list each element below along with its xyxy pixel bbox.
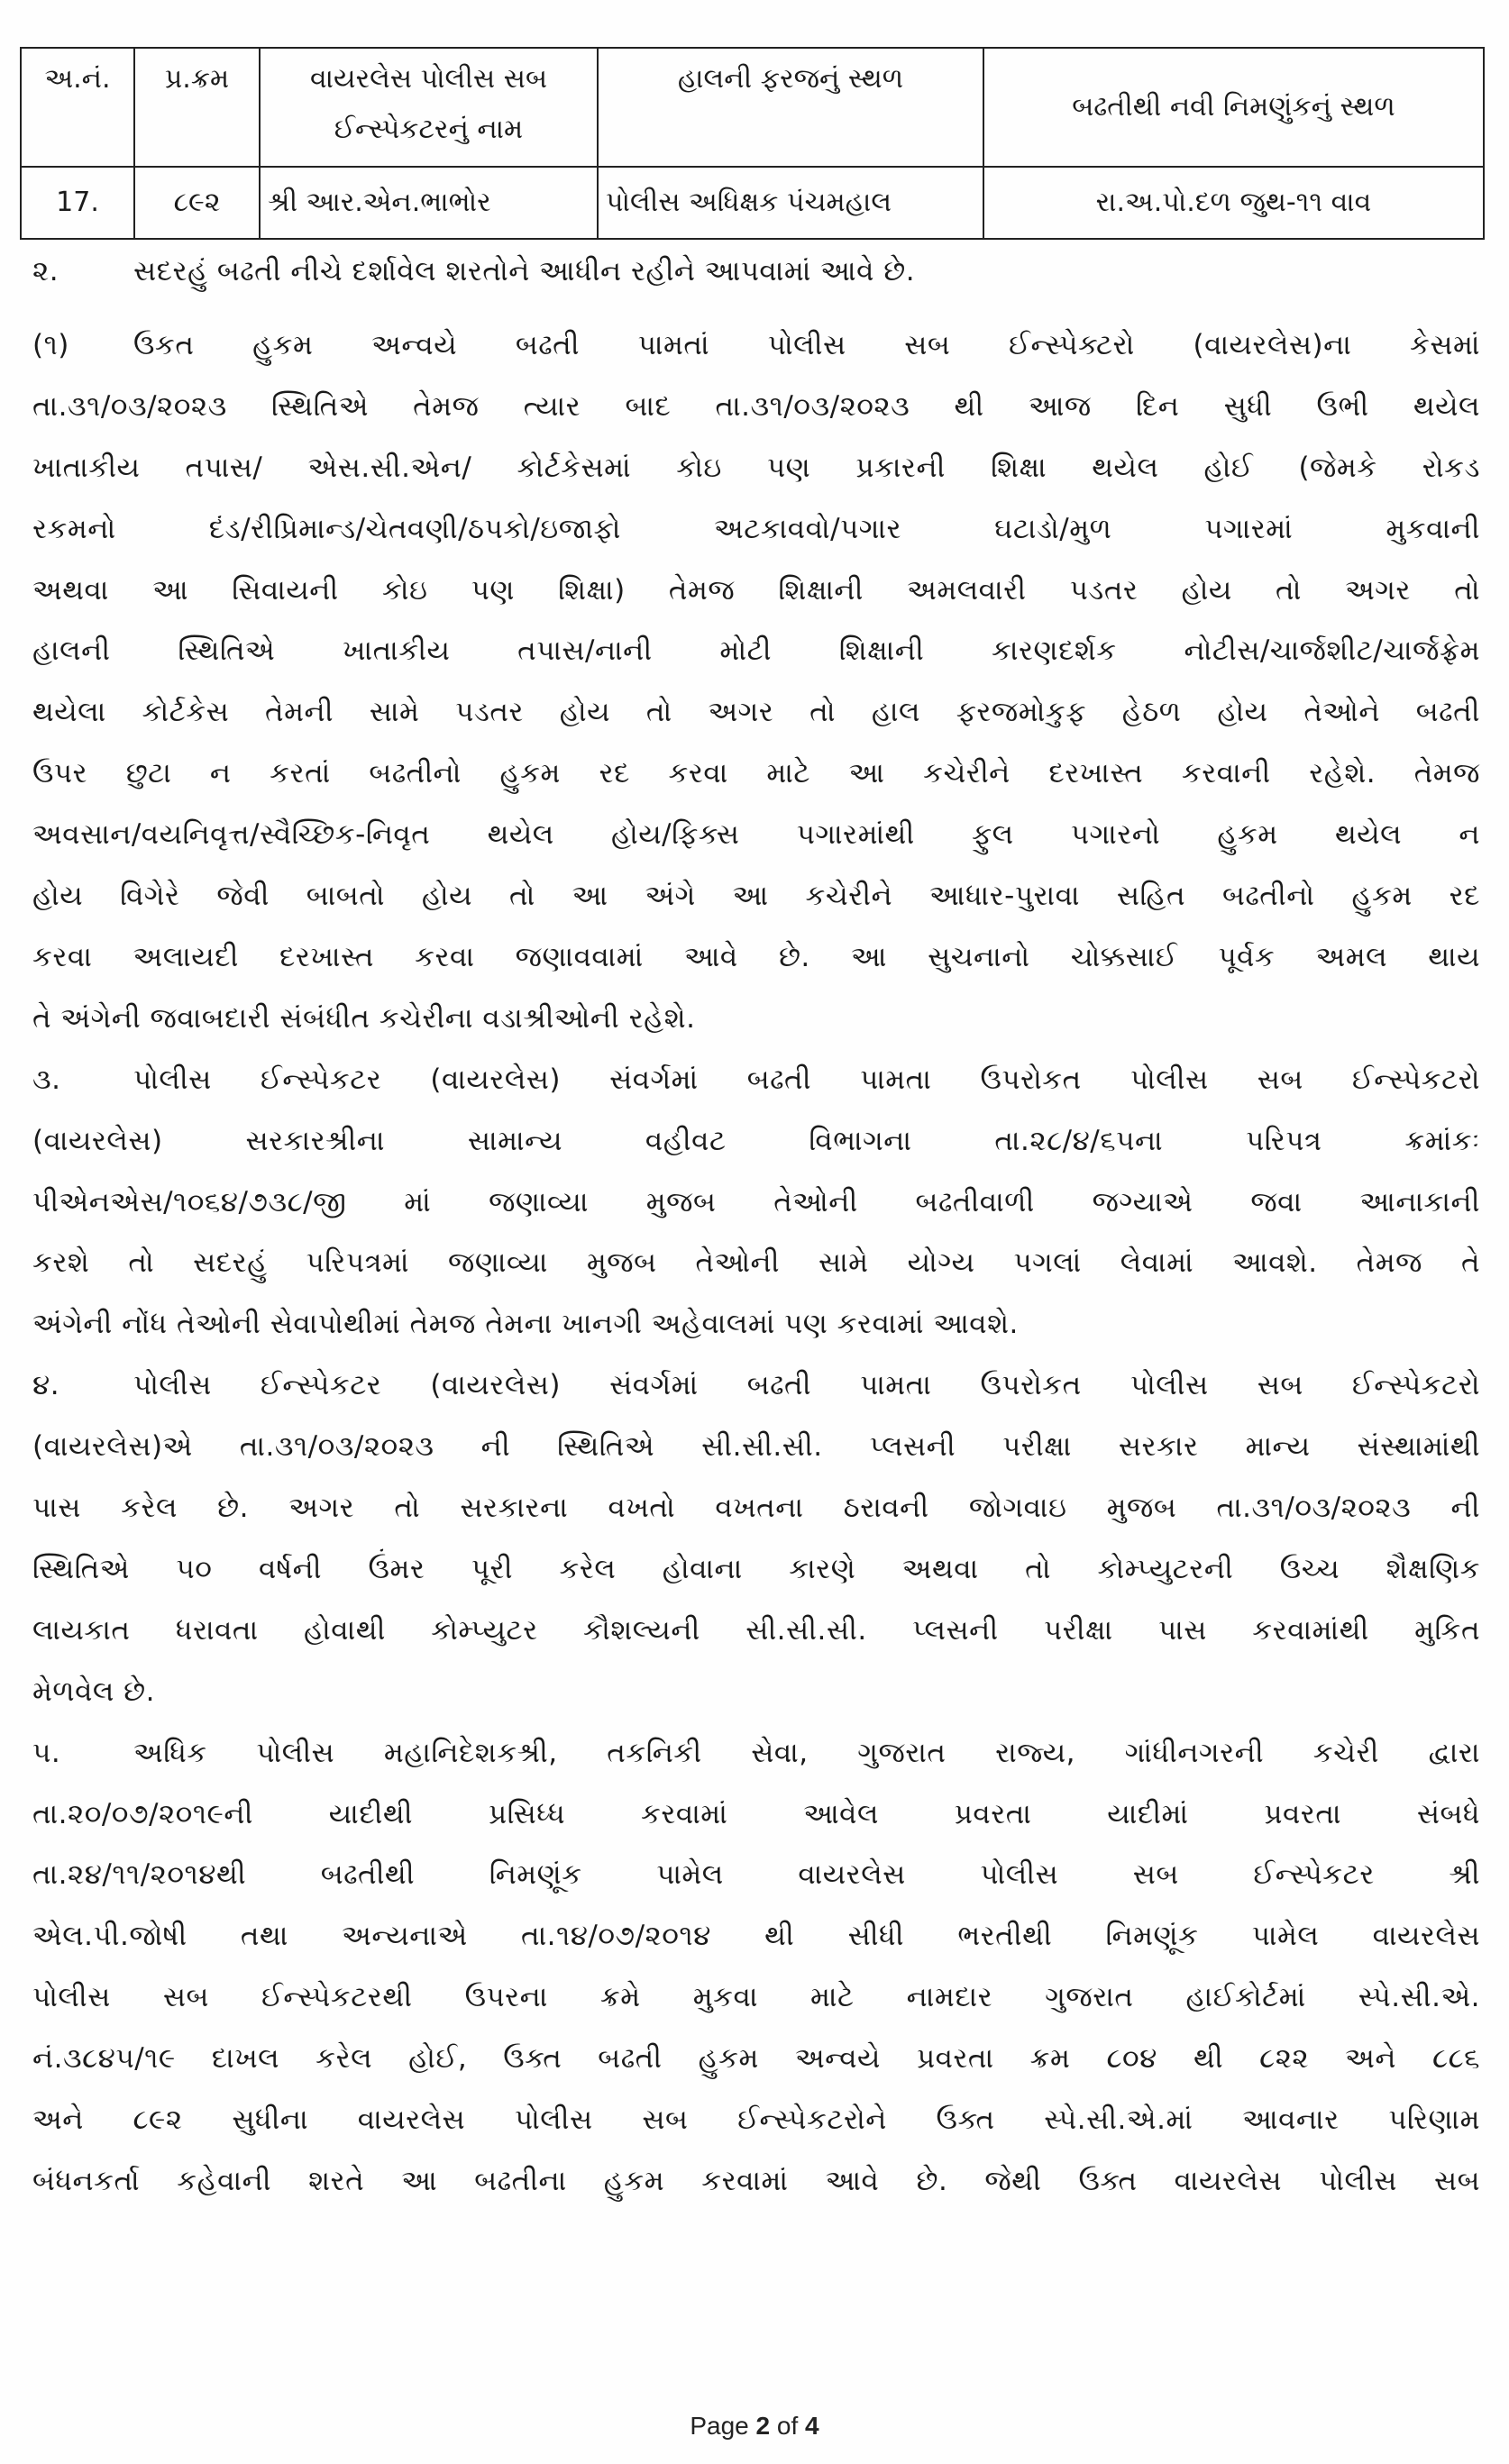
paragraph-4-line: ૪. પોલીસ ઈન્સ્પેકટર (વાયરલેસ) સંવર્ગમાં બઢતી પામતા ઉપરોકત પોલીસ સબ ઈન્સ્પેકટરો [32,1363,1480,1408]
promotion-order-table [20,47,1485,240]
header-current-posting: હાલની ફરજનું સ્થળ [598,48,983,167]
paragraph-2-1-line: તા.૩૧/૦૩/૨૦૨૩ સ્થિતિએ તેમજ ત્યાર બાદ તા.૩૧/૦૩/૨૦૨૩ થી આજ દિન સુધી ઉભી થયેલ [32,389,1480,423]
page-footer [0,2412,1509,2441]
paragraph-2-1-line: હાલની સ્થિતિએ ખાતાકીય તપાસ/નાની મોટી શિક્ષાની કારણદર્શક નોટીસ/ચાર્જશીટ/ચાર્જફ્રેમ [32,634,1480,668]
paragraph-2-1-line: હોય વિગેરે જેવી બાબતો હોય તો આ અંગે આ કચેરીને આધાર-પુરાવા સહિત બઢતીનો હુકમ રદ [32,880,1480,913]
paragraph-2-1-line: (૧) ઉકત હુકમ અન્વયે બઢતી પામતાં પોલીસ સબ ઈન્સ્પેક્ટરો (વાયરલેસ)ના કેસમાં [32,323,1480,368]
paragraph-number: ૩. [32,1063,61,1096]
paragraph-number: ૪. [32,1369,60,1402]
current-page-number: 2 [755,2412,771,2440]
paragraph-4-line: મેળવેલ છે. [32,1675,155,1708]
paragraph-4-line: (વાયરલેસ)એ તા.૩૧/૦૩/૨૦૨૩ ની સ્થિતિએ સી.સી.સી. પ્લસની પરીક્ષા સરકાર માન્ય સંસ્થામાંથી [32,1430,1480,1464]
header-new-posting: બઢતીથી નવી નિમણુંકનું સ્થળ [983,48,1484,167]
of-label: of [776,2412,799,2440]
paragraph-5-line: એલ.પી.જોષી તથા અન્યનાએ તા.૧૪/૦૭/૨૦૧૪ થી સીધી ભરતીથી નિમણૂંક પામેલ વાયરલેસ [32,1920,1480,1953]
paragraph-5-line: તા.૨૦/૦૭/૨૦૧૯ની યાદીથી પ્રસિધ્ધ કરવામાં આવેલ પ્રવરતા યાદીમાં પ્રવરતા સંબધે [32,1797,1480,1830]
cell-new-posting: રા.અ.પો.દળ જુથ-૧૧ વાવ [983,167,1484,239]
paragraph-5-line: પોલીસ સબ ઈન્સ્પેકટરથી ઉપરના ક્રમે મુકવા માટે નામદાર ગુજરાત હાઈકોર્ટમાં સ્પે.સી.એ. [32,1981,1480,2014]
header-serial-no: અ.નં. [21,48,134,167]
cell-current-posting: પોલીસ અધિક્ષક પંચમહાલ [598,167,983,239]
paragraph-number: ૨. [32,255,59,287]
total-page-count: 4 [805,2412,819,2440]
paragraph-3-line: ૩. પોલીસ ઈન્સ્પેકટર (વાયરલેસ) સંવર્ગમાં બઢતી પામતા ઉપરોકત પોલીસ સબ ઈન્સ્પેકટરો [32,1057,1480,1102]
cell-inspector-name: શ્રી આર.એન.ભાભોર [260,167,598,239]
paragraph-4-line: સ્થિતિએ ૫૦ વર્ષની ઉંમર પૂરી કરેલ હોવાના કારણે અથવા તો કોમ્પ્યુટરની ઉચ્ચ શૈક્ષણિક [32,1552,1480,1585]
paragraph-2-1-line: ખાતાકીય તપાસ/ એસ.સી.એન/ કોર્ટકેસમાં કોઇ પણ પ્રકારની શિક્ષા થયેલ હોઈ (જેમકે રોકડ [32,451,1480,484]
paragraph-3-line: પીએનએસ/૧૦૬૪/૭૩૮/જી માં જણાવ્યા મુજબ તેઓની બઢતીવાળી જગ્યાએ જવા આનાકાની [32,1185,1480,1218]
page-label: Page [690,2412,749,2440]
paragraph-2-1-line: તે અંગેની જવાબદારી સંબંધીત કચેરીના વડાશ્રીઓની રહેશે. [32,1001,696,1035]
cell-seniority-no: ૮૯૨ [134,167,260,239]
paragraph-2-1-line: થયેલા કોર્ટકેસ તેમની સામે પડતર હોય તો અગર તો હાલ ફરજમોકુફ હેઠળ હોય તેઓને બઢતી [32,696,1480,729]
table-row [21,167,1484,239]
header-inspector-name: વાયરલેસ પોલીસ સબ ઈન્સ્પેકટરનું નામ [260,48,598,167]
paragraph-5-line: બંધનકર્તા કહેવાની શરતે આ બઢતીના હુકમ કરવામાં આવે છે. જેથી ઉક્ત વાયરલેસ પોલીસ સબ [32,2165,1480,2197]
paragraph-2-1-line: અથવા આ સિવાયની કોઇ પણ શિક્ષા) તેમજ શિક્ષાની અમલવારી પડતર હોય તો અગર તો [32,573,1480,607]
paragraph-3-line: અંગેની નોંધ તેઓની સેવાપોથીમાં તેમજ તેમના ખાનગી અહેવાલમાં પણ કરવામાં આવશે. [32,1308,1019,1341]
paragraph-5-line: અને ૮૯૨ સુધીના વાયરલેસ પોલીસ સબ ઈન્સ્પેકટરોને ઉક્ત સ્પે.સી.એ.માં આવનાર પરિણામ [32,2104,1480,2137]
paragraph-2-line: ૨. સદરહું બઢતી નીચે દર્શાવેલ શરતોને આધીન રહીને આપવામાં આવે છે. [32,249,1480,294]
paragraph-3-line: કરશે તો સદરહું પરિપત્રમાં જણાવ્યા મુજબ તેઓની સામે યોગ્ય પગલાં લેવામાં આવશે. તેમજ તે [32,1246,1480,1280]
paragraph-2-1-line: રકમનો દંડ/રીપ્રિમાન્ડ/ચેતવણી/ઠપકો/ઇજાફો અટકાવવો/પગાર ઘટાડો/મુળ પગારમાં મુકવાની [32,512,1480,545]
paragraph-5-line: નં.૩૮૪૫/૧૯ દાખલ કરેલ હોઈ, ઉક્ત બઢતી હુકમ અન્વયે પ્રવરતા ક્રમ ૮૦૪ થી ૮૨૨ અને ૮૮૬ [32,2042,1480,2076]
header-seniority-no: પ્ર.ક્રમ [134,48,260,167]
paragraph-4-line: પાસ કરેલ છે. અગર તો સરકારના વખતો વખતના ઠરાવની જોગવાઇ મુજબ તા.૩૧/૦૩/૨૦૨૩ ની [32,1492,1480,1525]
cell-serial-no: 17. [21,167,134,239]
paragraph-5-line: ૫. અધિક પોલીસ મહાનિદેશકશ્રી, તકનિકી સેવા, ગુજરાત રાજ્ય, ગાંધીનગરની કચેરી દ્વારા [32,1730,1480,1775]
paragraph-3-line: (વાયરલેસ) સરકારશ્રીના સામાન્ય વહીવટ વિભાગના તા.૨૮/૪/૬૫ના પરિપત્ર ક્રમાંકઃ [32,1124,1480,1157]
paragraph-5-line: તા.૨૪/૧૧/૨૦૧૪થી બઢતીથી નિમણૂંક પામેલ વાયરલેસ પોલીસ સબ ઈન્સ્પેકટર શ્રી [32,1858,1480,1892]
paragraph-2-1-line: કરવા અલાયદી દરખાસ્ત કરવા જણાવવામાં આવે છે. આ સુચનાનો ચોક્કસાઈ પૂર્વક અમલ થાય [32,940,1480,973]
paragraph-number: ૫. [32,1736,61,1769]
paragraph-4-line: લાયકાત ધરાવતા હોવાથી કોમ્પ્યુટર કૌશલ્યની સી.સી.સી. પ્લસની પરીક્ષા પાસ કરવામાંથી મુકિત [32,1613,1480,1647]
paragraph-2-1-line: ઉપર છુટા ન કરતાં બઢતીનો હુકમ રદ કરવા માટે આ કચેરીને દરખાસ્ત કરવાની રહેશે. તેમજ [32,757,1480,790]
table-header-row [21,48,1484,167]
paragraph-number: (૧) [32,328,69,361]
paragraph-2-1-line: અવસાન/વયનિવૃત્ત/સ્વૈચ્છિક-નિવૃત થયેલ હોય/ફિક્સ પગારમાંથી ફુલ પગારનો હુકમ થયેલ ન [32,818,1480,852]
